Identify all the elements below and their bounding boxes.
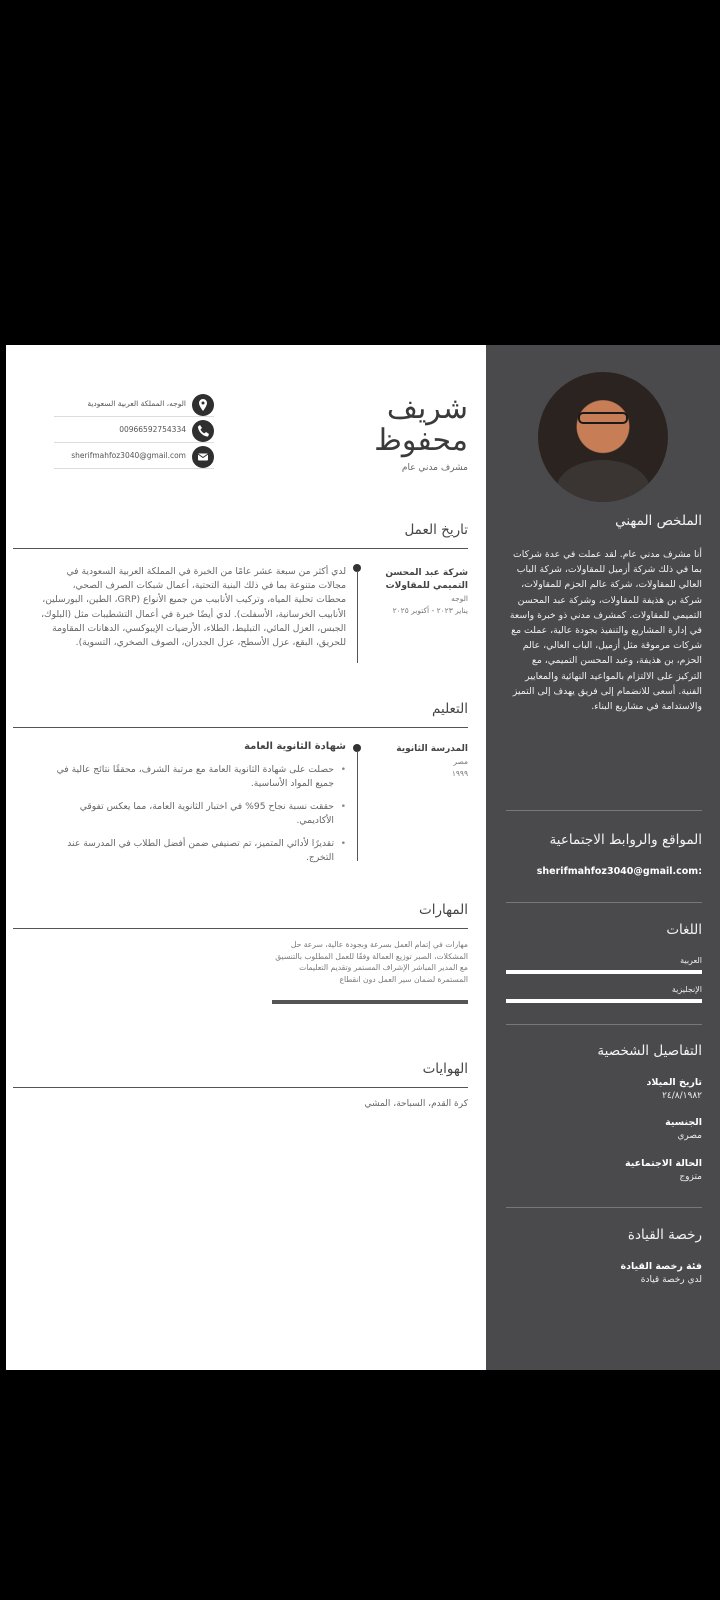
work-rule [13, 548, 468, 549]
sidebar [486, 345, 720, 1370]
birthdate-value: ٢٤/٨/١٩٨٢ [662, 1091, 702, 1101]
location-icon [192, 394, 214, 416]
marital-status-label: الحالة الاجتماعية [625, 1158, 702, 1169]
avatar-glasses [578, 412, 628, 424]
personal-title: التفاصيل الشخصية [597, 1043, 702, 1059]
contact-location [54, 393, 214, 417]
list-item: • تقديرًا لأدائي المتميز، تم تصنيفي ضمن أفضل الطلاب في المدرسة عند التخرج. [56, 837, 346, 865]
license-title: رخصة القيادة [627, 1227, 702, 1243]
list-item: • حصلت على شهادة الثانوية العامة مع مرتبة الشرف، محققًا نتائج عالية في جميع المواد الأساسية. [56, 763, 346, 791]
languages-title: اللغات [666, 922, 702, 938]
language-name: الإنجليزية [671, 985, 702, 994]
work-section-title: تاريخ العمل [404, 522, 468, 538]
phone-icon [192, 420, 214, 442]
sidebar-divider [506, 1024, 702, 1025]
contact-phone [54, 419, 214, 443]
birthdate-label: تاريخ الميلاد [646, 1077, 702, 1088]
sidebar-divider [506, 902, 702, 903]
sidebar-divider [506, 1207, 702, 1208]
education-country: مصر [453, 757, 468, 766]
full-name: شريف محفوظ [374, 391, 468, 458]
skills-rule [13, 928, 468, 929]
job-title: مشرف مدني عام [401, 463, 468, 473]
license-value: لدي رخصة قيادة [640, 1275, 702, 1285]
links-title: المواقع والروابط الاجتماعية [549, 832, 702, 848]
phone-text: 00966592754334 [119, 425, 186, 434]
work-company: شركة عبد المحسن التميمي للمقاولات [385, 568, 468, 591]
language-name: العربية [680, 956, 702, 965]
work-meta [380, 567, 468, 617]
sidebar-divider [506, 810, 702, 811]
license-label: فئة رخصة القيادة [620, 1261, 702, 1272]
education-degree: شهادة الثانوية العامة [244, 741, 346, 752]
skills-text: مهارات في إتمام العمل بسرعة وبجودة عالية، سرعة حل المشكلات، الصبر توزيع العمالة وفقًا للعمل المطلوب بالتنسيق مع المدير المباشر الإشراف المستمر وتقديم التعليمات المستمرة لضمان سير العمل دون انقطاع [275, 940, 468, 984]
list-item: • حققت نسبة نجاح 95% في اختبار الثانوية العامة، مما يعكس تفوقي الأكاديمي. [56, 800, 346, 828]
work-description: لدي أكثر من سبعة عشر عامًا من الخبرة في المملكة العربية السعودية في مجالات متنوعة بما في ذلك البنية التحتية، أعمال شبكات الصرف الصحي، محطات تحلية المياه، وتركيب الأنابيب من جميع الأنواع (GRP، الطين، البورسلين، الأنابيب الخرسانية، الأسفلت). لدي أيضًا خبرة في أعمال التشطيبات مثل (البلوك، الجبس، العزل المائي، التبليط، الطلاء، الأرضيات الإيبوكسي، الدهانات المقاومة للحريق، البقع، عزل الأسطح، عزل الجدران، الصوف الصخري، التسوية). [41, 566, 346, 649]
email-text: sherifmahfoz3040@gmail.com [71, 451, 186, 460]
avatar-shirt [556, 460, 650, 502]
work-dates: يناير ٢٠٢٣ - أكتوبر ٢٠٢٥ [392, 606, 468, 615]
language-level-fill [506, 970, 702, 974]
education-school: المدرسة الثانوية [396, 744, 468, 754]
nationality-label: الجنسية [665, 1117, 702, 1128]
education-rule [13, 727, 468, 728]
skills-section-title: المهارات [419, 902, 468, 918]
education-year: ١٩٩٩ [451, 769, 468, 778]
marital-status-value: متزوج [679, 1172, 702, 1182]
education-section-title: التعليم [432, 701, 468, 717]
hobbies-section-title: الهوايات [422, 1061, 468, 1077]
work-timeline-line [357, 571, 358, 663]
language-level-bar [506, 999, 702, 1003]
nationality-value: مصري [677, 1131, 702, 1141]
contact-email [54, 445, 214, 469]
language-level-fill [506, 999, 702, 1003]
links-email: sherifmahfoz3040@gmail.com: [536, 866, 702, 877]
avatar [538, 372, 668, 502]
main-column [6, 345, 486, 1370]
summary-text: أنا مشرف مدني عام. لقد عملت في عدة شركات بما في ذلك شركة أزميل للمقاولات، شركة الباب العالي للمقاولات، شركة عالم الحزم للمقاولات، شركة بن هذيفة للمقاولات، وشركة عبد المحسن التميمي للمقاولات. كمشرف مدني ذو خبرة واسعة في إدارة المشاريع والتنفيذ بجودة عالية، عملت مع شركات مرموقة مثل أزميل، الباب العالي، عالم الحزم، بن هذيفة، وعبد المحسن التميمي، مع التركيز على الالتزام بالمواعيد النهائية والمعايير الفنية. أسعى للانضمام إلى فريق يهدف إلى التميز والاستدامة في مشاريع البناء. [509, 549, 702, 713]
skill-level-bar [272, 1000, 468, 1004]
resume-page [6, 345, 720, 1370]
education-meta [380, 743, 468, 780]
education-timeline-line [357, 751, 358, 861]
location-text: الوجه، المملكة العربية السعودية [87, 399, 186, 408]
email-icon [192, 446, 214, 468]
skill-level-fill [272, 1000, 468, 1004]
summary-title: الملخص المهني [615, 513, 702, 529]
hobbies-text: كرة القدم، السباحة، المشي [364, 1099, 468, 1109]
hobbies-rule [13, 1087, 468, 1088]
work-location: الوجه [451, 594, 468, 603]
language-level-bar [506, 970, 702, 974]
education-bullets [56, 763, 346, 874]
